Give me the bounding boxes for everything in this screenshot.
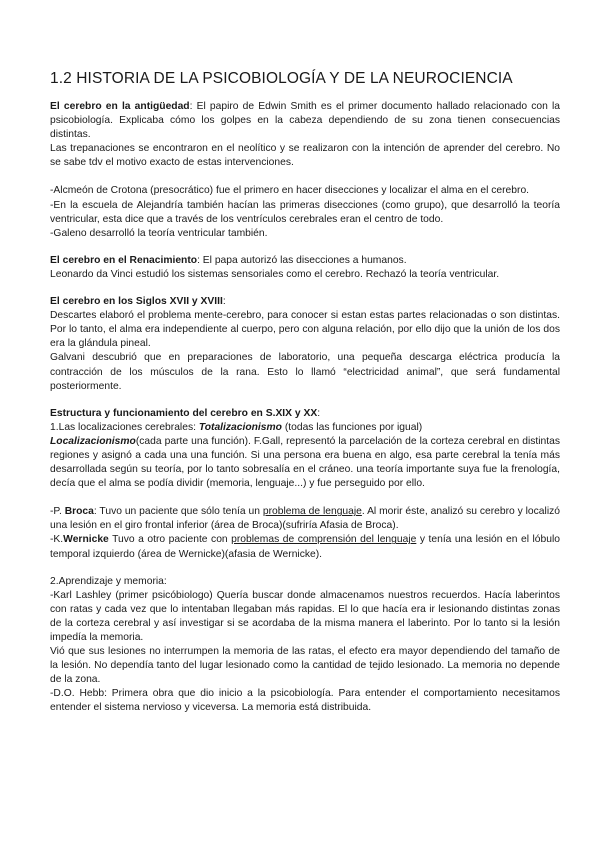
section-renacimiento xyxy=(50,254,560,282)
paragraph: Las trepanaciones se encontraron en el neolítico y se realizaron con la intención de aprender del cerebro. No se sabe tdv el motivo exacto de estas intervenciones. xyxy=(50,143,560,169)
section-aprendizaje-memoria xyxy=(50,575,560,716)
term: Localizacionismo xyxy=(50,435,136,447)
list-item: -Alcmeón de Crotona (presocrático) fue el primero en hacer disecciones y localizar el alma en el cerebro. xyxy=(50,185,530,197)
paragraph: El cerebro en el Renacimiento: El papa autorizó las disecciones a humanos. xyxy=(50,254,407,266)
name: Broca xyxy=(64,506,94,518)
paragraph xyxy=(50,170,560,184)
name: Wernicke xyxy=(63,534,109,546)
list-item: -Galeno desarrolló la teoría ventricular también. xyxy=(50,227,268,239)
paragraph: -Karl Lashley (primer psicóbiologo) Quería buscar donde almacenamos nuestros recuerdos. Hacía laberintos con ratas y cada vez que lo intentaban llegaban más rapidas. El lo que hacía era ir lesionando distintas zonas de la corteza cerebral y así investigar si se acordaba de la misma manera el laberinto. Por lo tanto si la lesión impedía la memoria. xyxy=(50,589,560,643)
paragraph: El cerebro en la antigüedad: El papiro de Edwin Smith es el primer documento hallado relacionado con la psicobiología. Explicaba cómo los golpes en la cabeza dependiendo de su zona tienen consecuencias distintas. xyxy=(50,101,561,141)
paragraph: -K.Wernicke Tuvo a otro paciente con problemas de comprensión del lenguaje y tenía una lesión en el lóbulo temporal izquierdo (área de Wernicke)(afasia de Wernicke). xyxy=(50,534,560,560)
paragraph: Galvani descubrió que en preparaciones de laboratorio, una pequeña descarga eléctrica producía la contracción de los músculos de la rana. Esto lo llamó “electricidad animal”, que será fundamental posteriormente. xyxy=(50,352,560,392)
section-heading: El cerebro en los Siglos XVII y XVIII xyxy=(50,296,223,308)
paragraph: 2.Aprendizaje y memoria: xyxy=(50,575,167,587)
paragraph: Descartes elaboró el problema mente-cerebro, para conocer si estan estas partes relacionadas o son distintas. Por lo tanto, el alma era independiente al cuerpo, pero con alguna relación, por ello dijo que la unión de los dos era la glándula pineal. xyxy=(50,310,560,350)
section-siglos-xvii-xviii xyxy=(50,295,560,394)
paragraph: Leonardo da Vinci estudió los sistemas sensoriales como el cerebro. Rechazó la teoría ventricular. xyxy=(50,268,500,280)
paragraph xyxy=(50,491,560,505)
paragraph: Estructura y funcionamiento del cerebro en S.XIX y XX: xyxy=(50,407,321,419)
paragraph: 1.Las localizaciones cerebrales: Totalizacionismo (todas las funciones por igual) xyxy=(50,421,423,433)
section-antiguedad xyxy=(50,100,560,241)
section-heading: El cerebro en el Renacimiento xyxy=(50,254,198,266)
underlined-text: problemas de comprensión del lenguaje xyxy=(231,534,417,546)
underlined-text: problema de lenguaje xyxy=(262,506,362,518)
term: Totalizacionismo xyxy=(198,421,282,433)
paragraph: Vió que sus lesiones no interrumpen la memoria de las ratas, el efecto era mayor dependiendo del tamaño de la lesión. No dependía tanto del lugar lesionado como la cantidad de tejido lesionado. La memoria no depende de la zona. xyxy=(50,646,560,686)
page-title: 1.2 HISTORIA DE LA PSICOBIOLOGÍA Y DE LA NEUROCIENCIA xyxy=(50,70,513,87)
section-siglo-xix-xx xyxy=(50,407,560,562)
section-heading: El cerebro en la antigüedad xyxy=(50,101,190,112)
paragraph: El cerebro en los Siglos XVII y XVIII: xyxy=(50,296,226,308)
paragraph: -D.O. Hebb: Primera obra que dio inicio a la psicobiología. Para entender el comportamiento necesitamos entender el sistema nervioso y viceversa. La memoria está distribuida. xyxy=(50,688,560,714)
list-item: -En la escuela de Alejandría también hacían las primeras disecciones (como grupo), que desarrolló la teoría ventricular, esta dice que a través de los ventrículos cerebrales eran el centro de todo. xyxy=(50,199,560,225)
paragraph: -P. Broca: Tuvo un paciente que sólo tenía un problema de lenguaje. Al morir éste, analizó su cerebro y localizó una lesión en el giro frontal inferior (área de Broca)(sufriría Afasia de Broca). xyxy=(50,506,560,532)
section-heading: Estructura y funcionamiento del cerebro en S.XIX y XX xyxy=(50,407,318,419)
paragraph: Localizacionismo(cada parte una función). F.Gall, representó la parcelación de la corteza cerebral en distintas regiones y asignó a cada una una función. Si una persona era buena en algo, esa parte cerebral la tenía más desarrollada según su teoría, por lo tanto sobresalía en el cráneo. una teoría importante suya fue la frenología, decía que el alma se podía dividir (memoria, lenguaje...) y fue perseguido por ello. xyxy=(50,435,560,490)
